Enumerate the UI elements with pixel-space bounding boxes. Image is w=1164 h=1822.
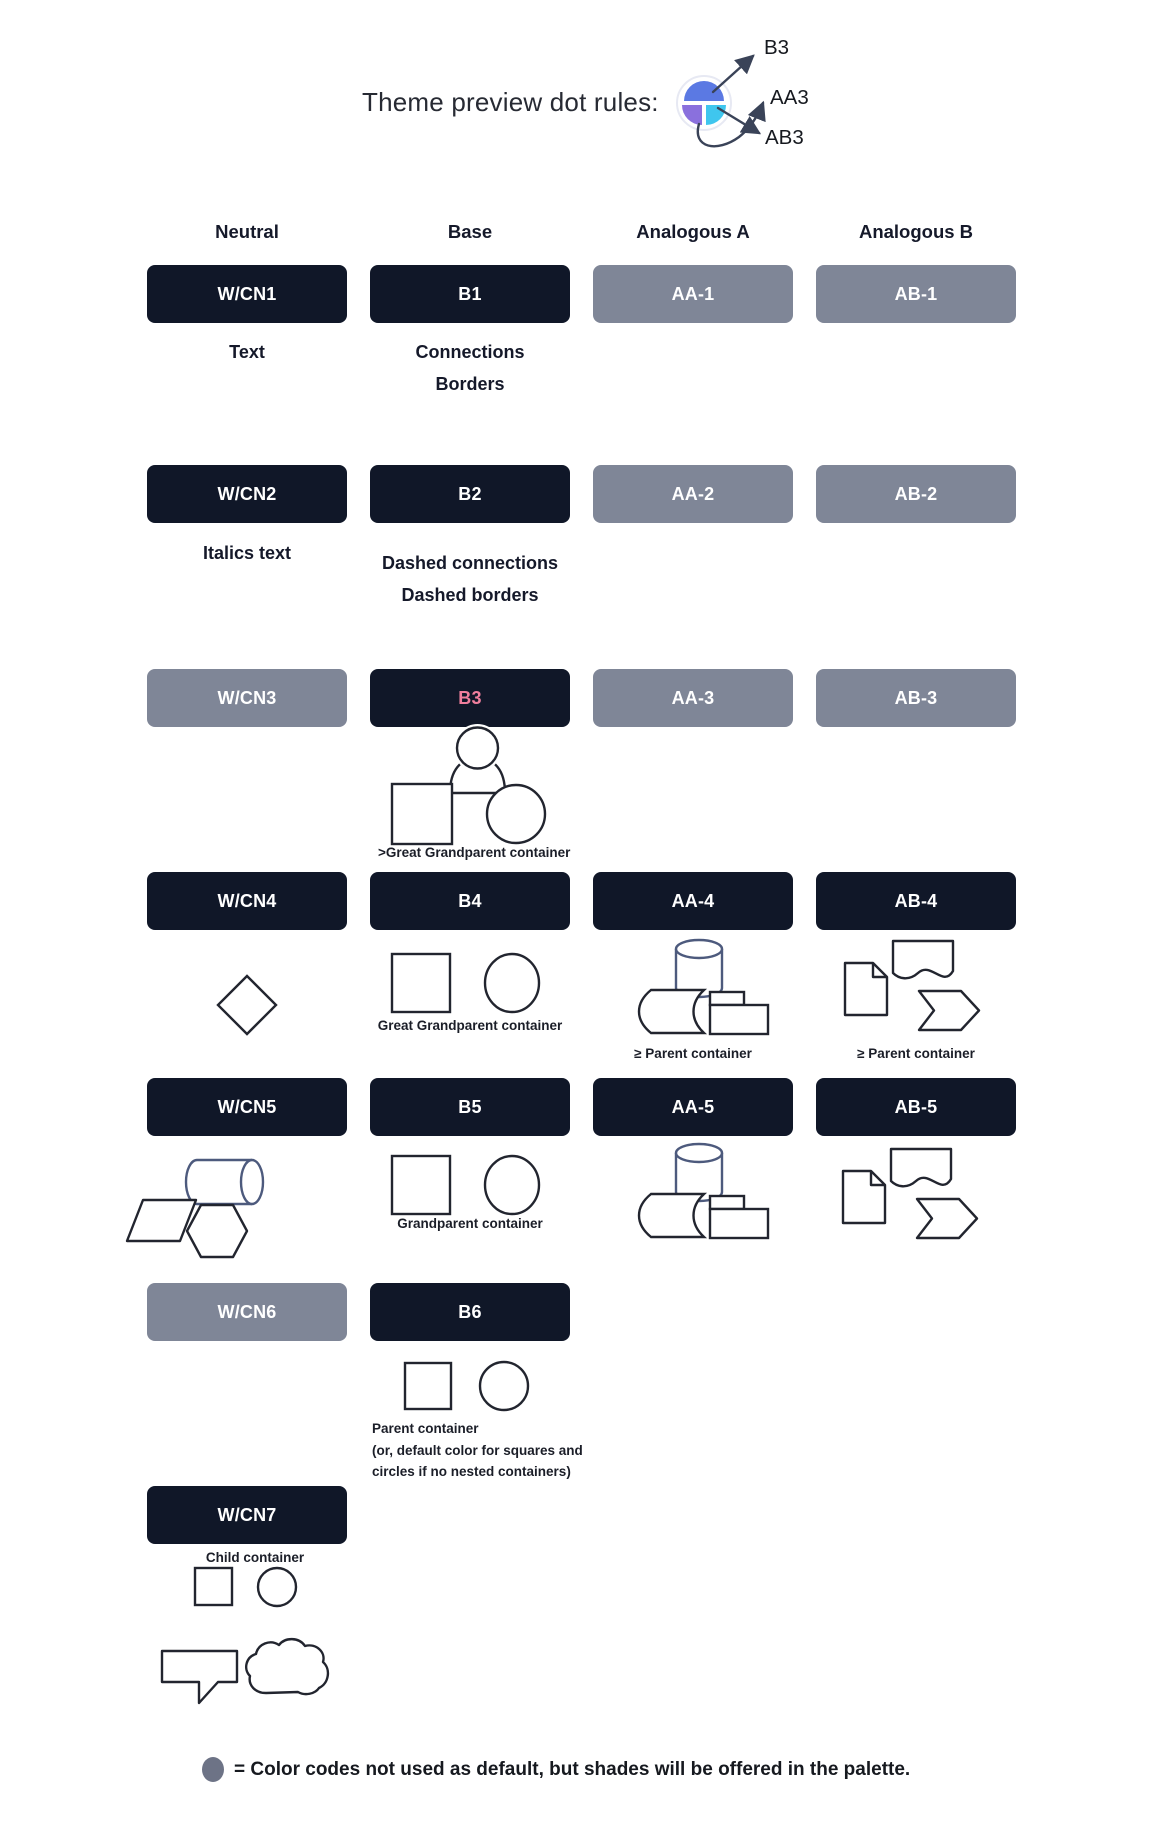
wcn7-child-shapes: [195, 1568, 296, 1606]
swatch-b2: B2: [370, 465, 570, 523]
speech-bubble-shape: [162, 1651, 237, 1703]
dot-segment-base: [684, 81, 724, 101]
label-dashed-borders: Dashed borders: [401, 585, 539, 605]
dot-arrow-label-aa3: AA3: [770, 86, 809, 109]
swatch-wcn5: W/CN5: [147, 1078, 347, 1136]
swatch-wcn4: W/CN4: [147, 872, 347, 930]
swatch-aa2: AA-2: [593, 465, 793, 523]
caption-parent-line2: (or, default color for squares and: [372, 1442, 583, 1458]
swatch-wcn2: W/CN2: [147, 465, 347, 523]
swatch-aa4: AA-4: [593, 872, 793, 930]
column-header-neutral: Neutral: [215, 221, 279, 242]
swatch-b3: B3: [370, 669, 570, 727]
swatch-b5: B5: [370, 1078, 570, 1136]
column-header-analogous-a: Analogous A: [636, 221, 750, 242]
person-shoulders-shape: [450, 758, 505, 793]
cylinder-shape: [676, 940, 722, 997]
page-fold: [873, 963, 887, 977]
circle-shape: [487, 785, 545, 843]
swatch-b4: B4: [370, 872, 570, 930]
circle-shape: [480, 1362, 528, 1410]
swatch-aa3: AA-3: [593, 669, 793, 727]
swatch-ab4: AB-4: [816, 872, 1016, 930]
swatch-aa1: AA-1: [593, 265, 793, 323]
caption-child-container: Child container: [205, 1550, 305, 1565]
legend-color-dot: [202, 1757, 224, 1782]
circle-shape: [485, 954, 539, 1012]
caption-grandparent-b5: Grandparent container: [397, 1216, 543, 1231]
swatch-ab2: AB-2: [816, 465, 1016, 523]
person-head-shape: [457, 728, 498, 769]
page-title: Theme preview dot rules:: [362, 87, 659, 117]
label-italics-text: Italics text: [202, 543, 292, 563]
theme-preview-dot: [677, 56, 763, 146]
dot-arrow-label-ab3: AB3: [765, 126, 804, 149]
caption-great-grandparent-gt: >Great Grandparent container: [378, 845, 571, 860]
dot-segment-analogous-b: [706, 105, 726, 125]
legend-text: = Color codes not used as default, but shades will be offered in the palette.: [234, 1759, 911, 1780]
swatch-ab1: AB-1: [816, 265, 1016, 323]
hexagon-shape: [187, 1205, 247, 1257]
ab4-container-shapes: [845, 941, 979, 1030]
b4-container-shapes: [392, 954, 539, 1012]
caption-ge-parent-ab4: ≥ Parent container: [857, 1046, 975, 1061]
label-text: Text: [229, 342, 265, 362]
caption-ge-parent-aa4: ≥ Parent container: [634, 1046, 752, 1061]
wcn5-shapes: [127, 1160, 263, 1257]
swatch-wcn3: W/CN3: [147, 669, 347, 727]
label-dashed-connections: Dashed connections: [381, 553, 559, 573]
square-shape: [392, 784, 452, 844]
swatch-wcn6: W/CN6: [147, 1283, 347, 1341]
circle-shape: [258, 1568, 296, 1606]
ab5-container-shapes: [843, 1149, 977, 1238]
swatch-wcn1: W/CN1: [147, 265, 347, 323]
square-shape: [392, 954, 450, 1012]
column-header-base: Base: [447, 221, 493, 242]
swatch-ab3: AB-3: [816, 669, 1016, 727]
card-shape: [710, 1005, 768, 1034]
aa5-container-shapes: [639, 1144, 768, 1238]
tab-shape: [710, 992, 744, 1005]
swatch-b1: B1: [370, 265, 570, 323]
aa4-container-shapes: [639, 940, 768, 1034]
caption-parent-b6: [372, 1418, 583, 1483]
dot-arrow-label-b3: B3: [764, 36, 790, 59]
label-connections: Connections: [415, 342, 525, 362]
swatch-wcn7: W/CN7: [147, 1486, 347, 1544]
stored-data-shape: [639, 990, 704, 1033]
wcn4-diamond-shape: [218, 976, 276, 1034]
caption-parent-line1: Parent container: [372, 1421, 479, 1436]
caption-great-grandparent-b4: Great Grandparent container: [377, 1018, 563, 1033]
square-shape: [405, 1363, 451, 1409]
swatch-aa5: AA-5: [593, 1078, 793, 1136]
wcn7-extra-shapes: [162, 1639, 328, 1703]
swatch-ab5: AB-5: [816, 1078, 1016, 1136]
b3-container-shapes: [392, 724, 545, 844]
column-header-analogous-b: Analogous B: [858, 221, 974, 242]
parallelogram-shape: [127, 1200, 196, 1241]
wavy-document-shape: [893, 941, 953, 978]
chevron-shape: [919, 991, 979, 1030]
cloud-shape: [246, 1639, 328, 1694]
caption-parent-line3: circles if no nested containers): [372, 1464, 571, 1479]
dot-segment-analogous-a: [682, 105, 702, 125]
diamond-shape: [218, 976, 276, 1034]
page-shape: [845, 963, 887, 1015]
dot-arrows: [698, 56, 763, 146]
horizontal-cylinder-shape: [186, 1160, 263, 1204]
square-shape: [195, 1568, 232, 1605]
b5-container-shapes: [392, 1156, 539, 1214]
label-borders: Borders: [435, 374, 505, 394]
person-head-gap: [454, 724, 502, 772]
swatch-b6: B6: [370, 1283, 570, 1341]
b6-container-shapes: [405, 1362, 528, 1410]
